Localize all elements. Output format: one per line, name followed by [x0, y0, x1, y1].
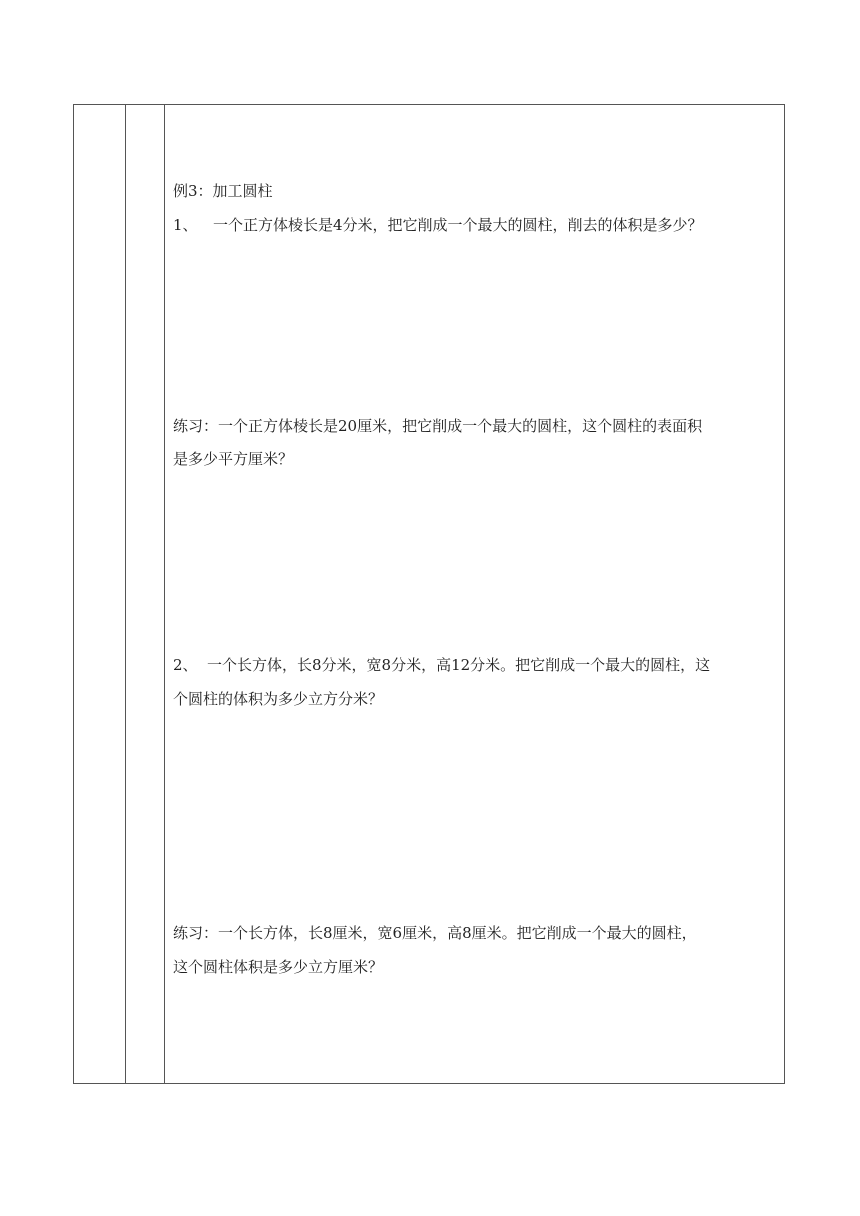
column-divider-2 — [164, 105, 165, 1083]
worksheet-table — [73, 104, 785, 1084]
problem-text: 一个长方体，长8分米，宽8分米，高12分米。把它削成一个最大的圆柱，这 — [207, 656, 711, 674]
problem-text: 一个正方体棱长是4分米，把它削成一个最大的圆柱，削去的体积是多少？ — [213, 216, 703, 234]
section-title: 例3：加工圆柱 — [173, 182, 273, 200]
problem-number: 1、 — [173, 216, 198, 234]
practice-2-line-1: 练习：一个长方体，长8厘米，宽6厘米，高8厘米。把它削成一个最大的圆柱， — [173, 924, 697, 942]
problem-2-line-2: 个圆柱的体积为多少立方分米？ — [173, 690, 384, 708]
practice-1-line-2: 是多少平方厘米？ — [173, 450, 294, 468]
practice-2-line-2: 这个圆柱体积是多少立方厘米？ — [173, 958, 384, 976]
problem-2-line-1 — [173, 649, 774, 681]
practice-1-line-1: 练习：一个正方体棱长是20厘米，把它削成一个最大的圆柱，这个圆柱的表面积 — [173, 417, 703, 435]
column-divider-1 — [125, 105, 126, 1083]
problem-number: 2、 — [173, 656, 198, 674]
problem-1 — [173, 209, 774, 241]
